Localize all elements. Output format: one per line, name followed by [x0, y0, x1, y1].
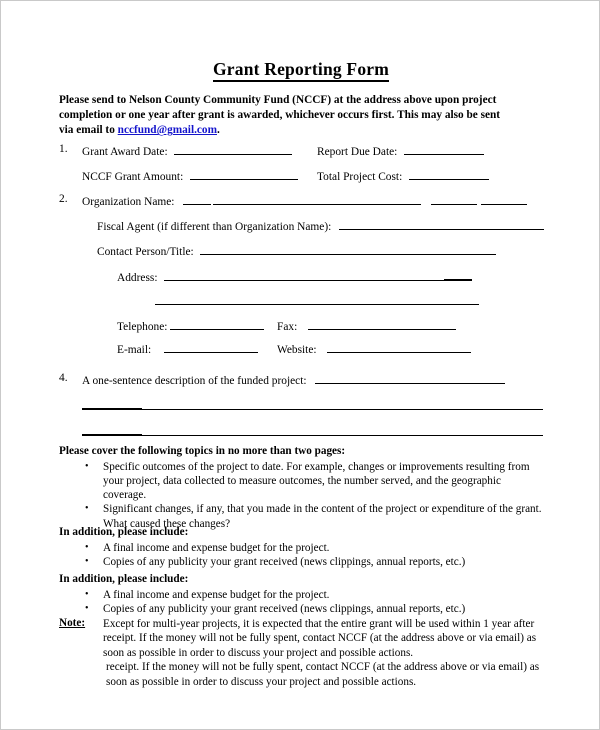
- intro-paragraph: [59, 93, 511, 139]
- fax-label: Fax:: [277, 321, 298, 333]
- form-row-project-description: [59, 372, 543, 394]
- bullet-icon: •: [85, 602, 89, 614]
- address-label: Address:: [117, 272, 158, 284]
- form-row-address-line2: [59, 288, 543, 318]
- address-input-line1[interactable]: [164, 269, 444, 281]
- bullet-icon: •: [85, 588, 89, 600]
- telephone-input[interactable]: [170, 318, 264, 330]
- bullet-icon: •: [85, 541, 89, 553]
- total-project-cost-input[interactable]: [409, 168, 489, 180]
- note-label: Note:: [59, 617, 86, 629]
- email-input[interactable]: [164, 341, 258, 353]
- addition-2-list: [59, 588, 543, 617]
- addition-1-heading: In addition, please include:: [59, 526, 189, 538]
- page-title-text: Grant Reporting Form: [213, 59, 389, 82]
- list-item: [59, 460, 543, 503]
- contact-person-input[interactable]: [200, 243, 496, 255]
- organization-name-label: Organization Name:: [82, 196, 175, 208]
- grant-award-date-group: [82, 143, 292, 158]
- organization-name-input-b[interactable]: [213, 193, 421, 205]
- grant-award-date-input[interactable]: [174, 143, 292, 155]
- addition-section-1: [59, 525, 543, 569]
- email-group: [117, 341, 258, 356]
- report-due-date-label: Report Due Date:: [317, 146, 398, 158]
- bullet-icon: •: [85, 503, 89, 515]
- fiscal-agent-input[interactable]: [339, 218, 544, 230]
- addition-1-list: [59, 541, 543, 570]
- project-description-input-line2[interactable]: [82, 409, 543, 410]
- item-number-1: 1.: [59, 143, 68, 155]
- form-row-description-line2: [59, 394, 543, 420]
- list-item-text: Specific outcomes of the project to date. For example, changes or improvements resulting from your project, data collected to measure outcomes, the number served, and the geographic coverage.: [103, 460, 530, 502]
- project-description-input-line1[interactable]: [315, 372, 505, 384]
- report-due-date-input[interactable]: [404, 143, 484, 155]
- organization-name-input-a[interactable]: [183, 193, 211, 205]
- intro-text-after-email: .: [216, 124, 220, 137]
- address-input-line1-end[interactable]: [444, 268, 472, 281]
- total-project-cost-group: [317, 168, 489, 183]
- note-section: [59, 617, 543, 689]
- addition-2-heading: In addition, please include:: [59, 573, 189, 585]
- form-row-contact-person: [59, 243, 543, 268]
- organization-name-input-d[interactable]: [481, 193, 527, 205]
- total-project-cost-label: Total Project Cost:: [317, 171, 403, 183]
- telephone-label: Telephone:: [117, 321, 168, 333]
- list-item-text: Copies of any publicity your grant received (news clippings, annual reports, etc.): [103, 602, 466, 615]
- item-number-4: 4.: [59, 372, 68, 384]
- form-row-description-line3: [59, 420, 543, 446]
- list-item-text: Copies of any publicity your grant received (news clippings, annual reports, etc.): [103, 555, 466, 568]
- bullet-icon: •: [85, 555, 89, 567]
- website-input[interactable]: [327, 341, 471, 353]
- list-item-text: Significant changes, if any, that you made in the content of the project or expenditure of the grant. What caused these changes?: [103, 503, 542, 530]
- grant-award-date-label: Grant Award Date:: [82, 146, 168, 158]
- fax-input[interactable]: [308, 318, 456, 330]
- fax-group: [277, 318, 456, 333]
- list-item: [59, 588, 543, 602]
- nccf-grant-amount-label: NCCF Grant Amount:: [82, 171, 184, 183]
- organization-name-group: [82, 193, 527, 208]
- address-group: [117, 268, 472, 284]
- form-row-address: [59, 268, 543, 288]
- email-label: E-mail:: [117, 344, 152, 356]
- note-body-text: Except for multi-year projects, it is expected that the entire grant will be used within 1 year after receipt. If the money will not be fully spent, contact NCCF (at the address above or via email) as soon as possible in order to discuss your project and possible actions.: [103, 618, 537, 659]
- website-label: Website:: [277, 344, 317, 356]
- intro-text-before-email: Please send to Nelson County Community Fund (NCCF) at the address above upon project completion or one year after grant is awarded, whichever occurs first. This may also be sent via email to: [59, 94, 501, 137]
- contact-person-label: Contact Person/Title:: [97, 246, 194, 258]
- list-item-text: A final income and expense budget for the project.: [103, 588, 330, 601]
- form-row-fiscal-agent: [59, 218, 543, 243]
- report-due-date-group: [317, 143, 484, 158]
- list-item: [59, 541, 543, 555]
- topics-list: [59, 460, 543, 531]
- form-row-grant-amount: [59, 168, 543, 193]
- form-row-organization-name: [59, 193, 543, 218]
- fiscal-agent-label: Fiscal Agent (if different than Organization Name):: [97, 221, 332, 233]
- form-row-grant-award-date: [59, 143, 543, 168]
- note-tail-text: receipt. If the money will not be fully spent, contact NCCF (at the address above or via email) as soon as possible in order to discuss your project and possible actions.: [106, 661, 540, 688]
- website-group: [277, 341, 471, 356]
- project-description-input-line3[interactable]: [82, 435, 543, 436]
- contact-person-group: [97, 243, 496, 258]
- list-item: [59, 555, 543, 569]
- organization-name-input-c[interactable]: [431, 193, 477, 205]
- fiscal-agent-group: [97, 218, 544, 233]
- nccf-grant-amount-input[interactable]: [190, 168, 298, 180]
- form-row-email-website: [59, 341, 543, 364]
- form-row-telephone-fax: [59, 318, 543, 341]
- form-fields: [59, 143, 543, 446]
- list-item-text: A final income and expense budget for the project.: [103, 541, 330, 554]
- bullet-icon: •: [85, 460, 89, 472]
- item-number-2: 2.: [59, 193, 68, 205]
- list-item: [59, 602, 543, 616]
- page-title: [59, 59, 543, 80]
- project-description-label: A one-sentence description of the funded project:: [82, 375, 307, 387]
- telephone-group: [117, 318, 264, 333]
- topics-heading: Please cover the following topics in no more than two pages:: [59, 445, 346, 457]
- nccf-grant-amount-group: [82, 168, 298, 183]
- contact-email-link[interactable]: nccfund@gmail.com: [117, 124, 217, 137]
- address-input-line2[interactable]: [155, 304, 479, 305]
- project-description-group: [82, 372, 505, 387]
- topics-section: [59, 444, 543, 531]
- addition-section-2: [59, 572, 543, 616]
